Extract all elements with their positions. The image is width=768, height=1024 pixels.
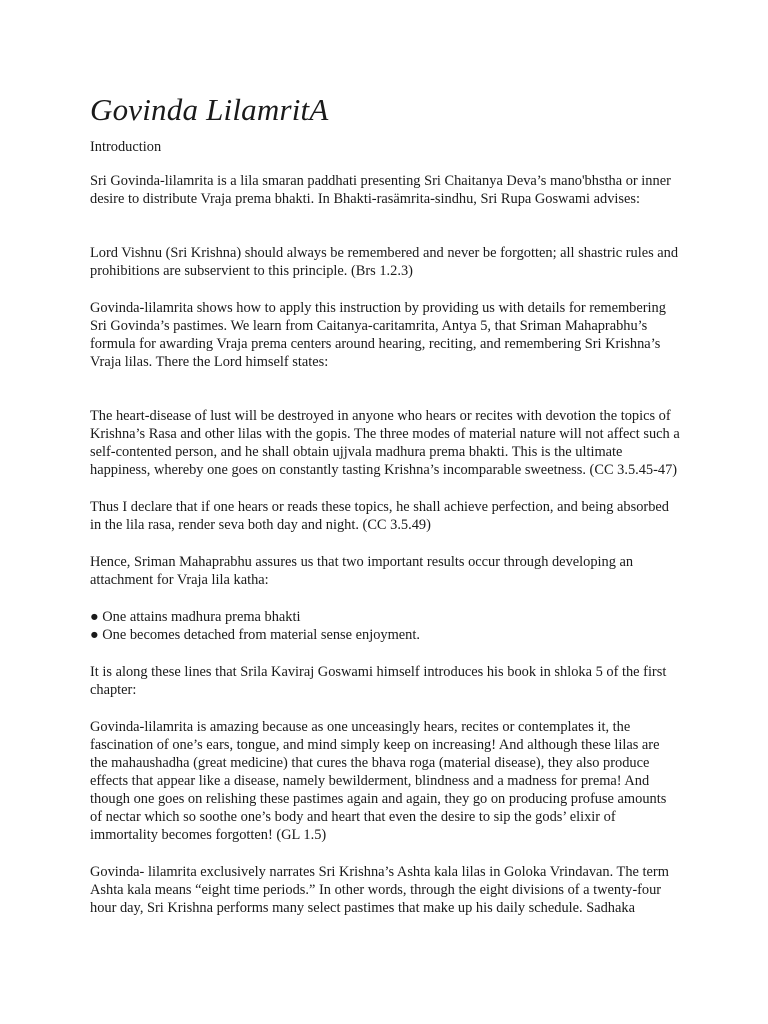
- paragraph: Sri Govinda-lilamrita is a lila smaran paddhati presenting Sri Chaitanya Deva’s mano'bhstha or inner desire to distribute Vraja prema bhakti. In Bhakti-rasämrita-sindhu, Sri Rupa Goswami advises:: [90, 173, 671, 207]
- document-subtitle: Introduction: [90, 139, 162, 155]
- bullet-list: [90, 608, 680, 644]
- document-page: [90, 92, 680, 936]
- paragraph: Govinda-lilamrita is amazing because as one unceasingly hears, recites or contemplates it, the fascination of one’s ears, tongue, and mind simply keep on increasing! And although these lilas are the mahaushadha (great medicine) that cures the bhava roga (material disease), they also produce effects that appear like a disease, namely bewilderment, blindness and a madness for prema! And though one goes on relishing these pastimes again and again, they go on producing profuse amounts of nectar which so soothe one’s body and heart that even the desire to sip the gods’ elixir of immortality becomes forgotten! (GL 1.5): [90, 719, 667, 843]
- paragraph: The heart-disease of lust will be destroyed in anyone who hears or recites with devotion the topics of Krishna’s Rasa and other lilas with the gopis. The three modes of material nature will not affect such a self-contented person, and he shall obtain ujjvala madhura prema bhakti. This is the ultimate happiness, whereby one goes on constantly tasting Krishna’s incomparable sweetness. (CC 3.5.45-47): [90, 408, 680, 478]
- list-item: ● One attains madhura prema bhakti: [90, 609, 301, 625]
- paragraph: Govinda-lilamrita shows how to apply this instruction by providing us with details for remembering Sri Govinda’s pastimes. We learn from Caitanya-caritamrita, Antya 5, that Sriman Mahaprabhu’s formula for awarding Vraja prema centers around hearing, reciting, and remembering Sri Krishna’s Vraja lilas. There the Lord himself states:: [90, 300, 666, 370]
- list-item: ● One becomes detached from material sense enjoyment.: [90, 627, 420, 643]
- paragraph: Hence, Sriman Mahaprabhu assures us that two important results occur through developing an attachment for Vraja lila katha:: [90, 554, 634, 588]
- document-title: Govinda LilamritA: [90, 92, 329, 127]
- paragraph: Lord Vishnu (Sri Krishna) should always be remembered and never be forgotten; all shastric rules and prohibitions are subservient to this principle. (Brs 1.2.3): [90, 245, 679, 279]
- paragraph: Thus I declare that if one hears or reads these topics, he shall achieve perfection, and being absorbed in the lila rasa, render seva both day and night. (CC 3.5.49): [90, 499, 669, 533]
- paragraph: Govinda- lilamrita exclusively narrates Sri Krishna’s Ashta kala lilas in Goloka Vrindavan. The term Ashta kala means “eight time periods.” In other words, through the eight divisions of a twenty-four hour day, Sri Krishna performs many select pastimes that make up his daily schedule. Sadhaka: [90, 864, 669, 916]
- paragraph: It is along these lines that Srila Kaviraj Goswami himself introduces his book in shloka 5 of the first chapter:: [90, 664, 667, 698]
